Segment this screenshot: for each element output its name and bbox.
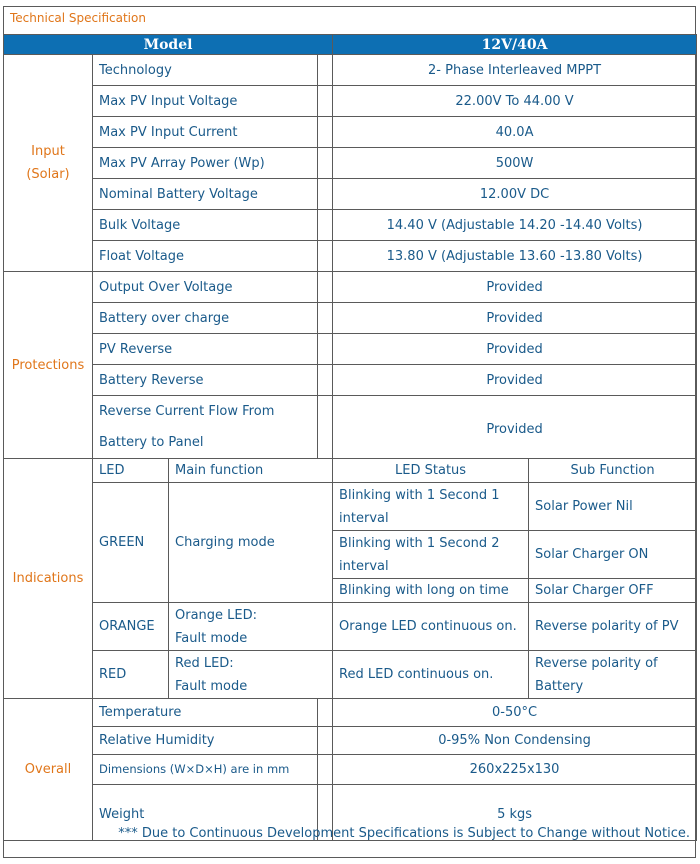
- sub-function: Solar Power Nil: [529, 483, 697, 531]
- row-value: 12.00V DC: [333, 179, 697, 210]
- spacer-cell: [318, 303, 333, 334]
- row-value: 13.80 V (Adjustable 13.60 -13.80 Volts): [333, 241, 697, 272]
- led-red: RED: [93, 651, 169, 699]
- spacer-cell: [318, 148, 333, 179]
- spacer-cell: [318, 117, 333, 148]
- led-status-line2: interval: [339, 558, 389, 574]
- table-row: [4, 179, 697, 210]
- footer-note: *** Due to Continuous Development Specifications is Subject to Change without Notice.: [118, 826, 690, 841]
- spacer-cell: [318, 699, 333, 727]
- row-label: [93, 396, 318, 459]
- table-row: [4, 117, 697, 148]
- header-row: [4, 35, 697, 55]
- spacer-cell: [318, 55, 333, 86]
- led-green: GREEN: [93, 483, 169, 603]
- spacer-cell: [318, 272, 333, 303]
- main-function-line1: Orange LED:: [175, 607, 258, 623]
- row-label: Technology: [93, 55, 318, 86]
- sub-function: Solar Charger OFF: [529, 579, 697, 603]
- row-value: 40.0A: [333, 117, 697, 148]
- spacer-cell: [318, 396, 333, 459]
- table-row: [4, 55, 697, 86]
- spacer-cell: [318, 86, 333, 117]
- row-value: 2- Phase Interleaved MPPT: [333, 55, 697, 86]
- spacer-cell: [318, 727, 333, 755]
- table-row: [4, 483, 697, 531]
- col-header-sub-function: Sub Function: [529, 459, 697, 483]
- row-value: Provided: [333, 272, 697, 303]
- table-row: [4, 699, 697, 727]
- spacer-cell: [318, 241, 333, 272]
- led-status: [333, 483, 529, 531]
- spacer-cell: [318, 210, 333, 241]
- row-value: 14.40 V (Adjustable 14.20 -14.40 Volts): [333, 210, 697, 241]
- row-label-line1: Reverse Current Flow From: [99, 404, 275, 419]
- main-function-line1: Red LED:: [175, 655, 234, 671]
- led-status: Red LED continuous on.: [333, 651, 529, 699]
- group-overall: Overall: [4, 699, 93, 841]
- row-label: Max PV Input Voltage: [93, 86, 318, 117]
- row-label: Max PV Input Current: [93, 117, 318, 148]
- row-value: 260x225x130: [333, 755, 697, 785]
- row-label: Output Over Voltage: [93, 272, 318, 303]
- row-value: Provided: [333, 365, 697, 396]
- caption: Technical Specification: [10, 11, 146, 25]
- sub-function: Reverse polarity of PV: [529, 603, 697, 651]
- table-row: [4, 148, 697, 179]
- table-row: [4, 365, 697, 396]
- main-function-line2: Fault mode: [175, 630, 248, 646]
- group-indications: Indications: [4, 459, 93, 699]
- main-function-line2: Fault mode: [175, 678, 248, 694]
- row-value: 500W: [333, 148, 697, 179]
- row-label: Battery over charge: [93, 303, 318, 334]
- row-value: Provided: [333, 396, 697, 459]
- group-input-line2: (Solar): [26, 167, 70, 182]
- spacer-cell: [318, 755, 333, 785]
- model-value: 12V/40A: [333, 35, 697, 55]
- model-label: Model: [4, 35, 333, 55]
- main-function-green: Charging mode: [169, 483, 333, 603]
- table-row: [4, 303, 697, 334]
- table-row: [4, 727, 697, 755]
- led-status: Blinking with long on time: [333, 579, 529, 603]
- table-row: [4, 603, 697, 651]
- table-row: [4, 459, 697, 483]
- spacer-cell: [318, 179, 333, 210]
- sub-function: [529, 651, 697, 699]
- row-label: Temperature: [93, 699, 318, 727]
- row-value: 22.00V To 44.00 V: [333, 86, 697, 117]
- row-label: Nominal Battery Voltage: [93, 179, 318, 210]
- row-value: Provided: [333, 303, 697, 334]
- group-input-line1: Input: [31, 144, 65, 159]
- led-status-line1: Blinking with 1 Second 1: [339, 487, 500, 503]
- spacer-cell: [318, 334, 333, 365]
- spec-table: [3, 34, 697, 841]
- row-label: Bulk Voltage: [93, 210, 318, 241]
- row-value: 0-95% Non Condensing: [333, 727, 697, 755]
- table-row: [4, 334, 697, 365]
- led-status-line1: Blinking with 1 Second 2: [339, 535, 500, 551]
- row-label: PV Reverse: [93, 334, 318, 365]
- col-header-led: LED: [93, 459, 169, 483]
- row-label: Dimensions (W×D×H) are in mm: [93, 755, 318, 785]
- table-row: [4, 651, 697, 699]
- row-value: 5 kgs: [333, 785, 697, 841]
- col-header-main-function: Main function: [169, 459, 333, 483]
- row-label: Max PV Array Power (Wp): [93, 148, 318, 179]
- sub-function-line2: Battery: [535, 678, 584, 694]
- led-status-line2: interval: [339, 510, 389, 526]
- row-label: Float Voltage: [93, 241, 318, 272]
- table-row: [4, 86, 697, 117]
- main-function-orange: [169, 603, 333, 651]
- led-status: [333, 531, 529, 579]
- table-row: [4, 241, 697, 272]
- row-label: Battery Reverse: [93, 365, 318, 396]
- led-orange: ORANGE: [93, 603, 169, 651]
- sub-function-line1: Reverse polarity of: [535, 655, 658, 671]
- row-label: Relative Humidity: [93, 727, 318, 755]
- main-function-red: [169, 651, 333, 699]
- group-protections: Protections: [4, 272, 93, 459]
- table-row: [4, 210, 697, 241]
- row-value: Provided: [333, 334, 697, 365]
- col-header-led-status: LED Status: [333, 459, 529, 483]
- table-row: [4, 272, 697, 303]
- sub-function: Solar Charger ON: [529, 531, 697, 579]
- table-row: [4, 755, 697, 785]
- group-input: [4, 55, 93, 272]
- table-row: [4, 396, 697, 459]
- row-label: Weight: [93, 785, 318, 841]
- row-value: 0-50°C: [333, 699, 697, 727]
- led-status: Orange LED continuous on.: [333, 603, 529, 651]
- spacer-cell: [318, 365, 333, 396]
- row-label-line2: Battery to Panel: [99, 435, 204, 450]
